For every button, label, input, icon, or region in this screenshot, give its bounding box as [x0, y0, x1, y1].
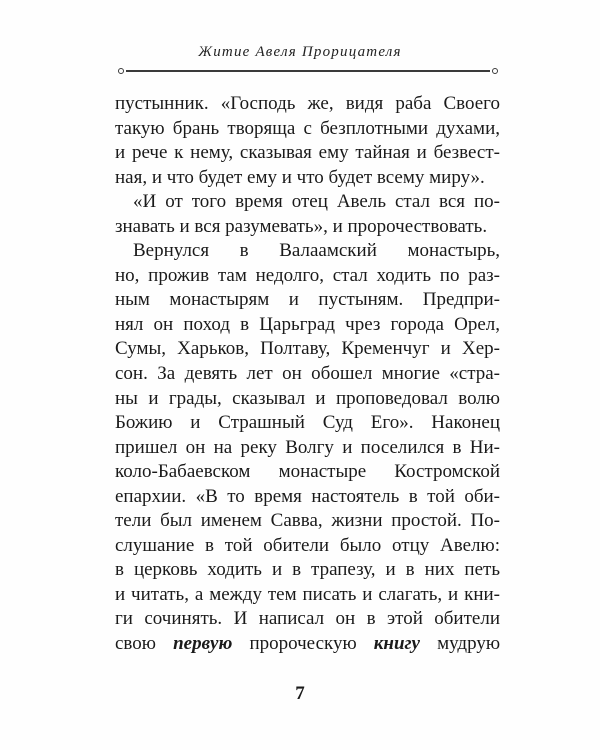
header-rule	[118, 67, 498, 75]
rule-end-left	[118, 68, 124, 74]
text-line: епархии. «В то время настоятель в той оби-	[115, 485, 500, 507]
emphasis-book: книгу	[373, 633, 420, 655]
text-line: Вернулся в Валаамский монастырь,	[133, 240, 500, 262]
emphasis-first: первую	[173, 633, 233, 655]
text-line: нял он поход в Царьград чрез города Орел,	[115, 313, 500, 335]
text-line-emphasis	[115, 632, 500, 657]
text-line: но, прожив там недолго, стал ходить по раз-	[115, 264, 500, 286]
running-title: Житие Авеля Прорицателя	[198, 44, 402, 60]
page-number: 7	[295, 683, 305, 704]
text-line: коло-Бабаевском монастыре Костромской	[115, 461, 500, 483]
text-line: ная, и что будет ему и что будет всему миру».	[115, 166, 485, 188]
text-line: и рече к нему, сказывая ему тайная и безвест-	[115, 142, 500, 164]
text-line: ным монастырям и пустыням. Предпри-	[115, 289, 500, 311]
body-text	[115, 92, 500, 657]
text-line: ги сочинять. И написал он в этой обители	[115, 608, 500, 630]
text-line: в церковь ходить и в трапезу, и в них петь	[115, 559, 500, 581]
text-line: Божию и Страшный Суд Его». Наконец	[115, 412, 500, 434]
text-segment: пророческую	[232, 633, 374, 655]
rule-end-right	[492, 68, 498, 74]
text-line: тели был именем Савва, жизни простой. По-	[115, 510, 500, 532]
text-line: «И от того время отец Авель стал вся по-	[133, 191, 500, 213]
text-segment: мудрую	[419, 633, 501, 655]
text-line: ны и грады, сказывал и проповедовал волю	[115, 387, 500, 409]
text-segment: свою	[115, 633, 174, 655]
text-line: знавать и вся разумевать», и пророчествовать.	[115, 215, 488, 237]
text-line: Сумы, Харьков, Полтаву, Кременчуг и Хер-	[115, 338, 500, 360]
text-line: пустынник. «Господь же, видя раба Своего	[115, 93, 500, 114]
text-line: такую брань творяща с безплотными духами,	[115, 117, 500, 139]
text-line: пришел он на реку Волгу и поселился в Ни-	[115, 436, 500, 458]
rule-line	[126, 70, 490, 72]
text-line: и читать, а между тем писать и слагать, и кни-	[115, 583, 500, 605]
text-line: слушание в той обители было отцу Авелю:	[115, 534, 500, 556]
text-line: сон. За девять лет он обошел многие «стра-	[115, 363, 500, 385]
